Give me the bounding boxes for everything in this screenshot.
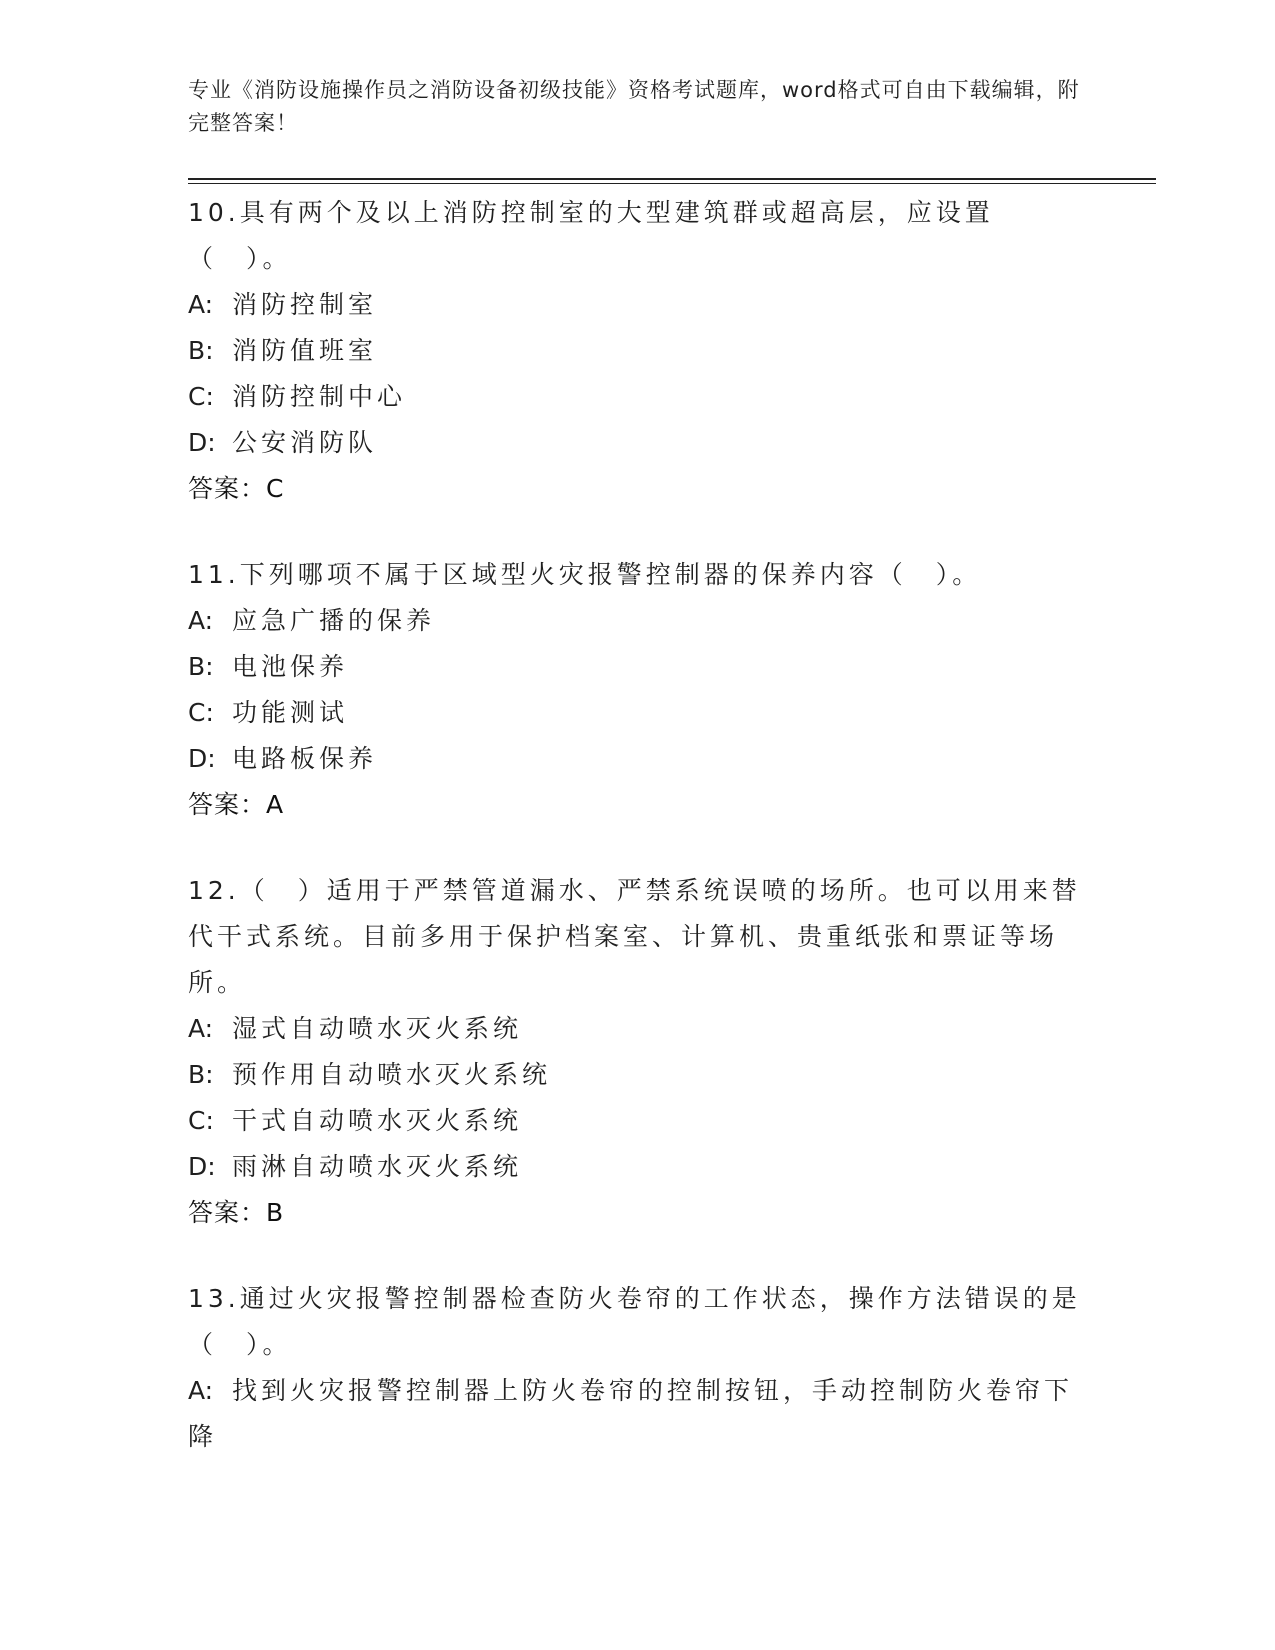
option-text: 雨淋自动喷水灭火系统: [232, 1152, 523, 1181]
option-letter: A:: [188, 1376, 214, 1405]
option-text: 公安消防队: [232, 428, 378, 457]
answer-value: C: [266, 474, 284, 503]
option-letter: D:: [188, 1152, 216, 1181]
option-text: 应急广播的保养: [232, 606, 436, 635]
option-text: 找到火灾报警控制器上防火卷帘的控制按钮，手动控制防火卷帘下降: [188, 1376, 1074, 1451]
option-c: [188, 1098, 1088, 1144]
option-d: [188, 420, 1088, 466]
answer-value: A: [266, 790, 284, 819]
option-letter: A:: [188, 290, 214, 319]
option-letter: C:: [188, 1106, 214, 1135]
option-text: 电池保养: [232, 652, 349, 681]
option-letter: C:: [188, 382, 214, 411]
question-11: [188, 552, 1088, 828]
answer-label: 答案：: [188, 1198, 267, 1227]
option-a: [188, 282, 1088, 328]
answer-label: 答案：: [188, 790, 267, 819]
option-d: [188, 736, 1088, 782]
option-letter: C:: [188, 698, 214, 727]
option-letter: D:: [188, 744, 216, 773]
question-list: [188, 190, 1088, 1500]
answer-value: B: [266, 1198, 284, 1227]
option-text: 消防控制中心: [232, 382, 407, 411]
question-10: [188, 190, 1088, 512]
option-letter: A:: [188, 606, 214, 635]
question-text: 11.下列哪项不属于区域型火灾报警控制器的保养内容（ ）。: [188, 560, 982, 589]
option-text: 湿式自动喷水灭火系统: [232, 1014, 523, 1043]
option-a: [188, 598, 1088, 644]
option-text: 功能测试: [232, 698, 349, 727]
option-d: [188, 1144, 1088, 1190]
option-c: [188, 374, 1088, 420]
answer-label: 答案：: [188, 474, 267, 503]
option-text: 电路板保养: [232, 744, 378, 773]
answer-line: [188, 782, 1088, 828]
option-letter: A:: [188, 1014, 214, 1043]
option-text: 干式自动喷水灭火系统: [232, 1106, 523, 1135]
option-letter: B:: [188, 1060, 214, 1089]
option-text: 消防控制室: [232, 290, 378, 319]
option-b: [188, 644, 1088, 690]
option-text: 预作用自动喷水灭火系统: [232, 1060, 552, 1089]
answer-line: [188, 1190, 1088, 1236]
option-letter: D:: [188, 428, 216, 457]
header-rule-thick: [188, 178, 1156, 180]
option-b: [188, 1052, 1088, 1098]
option-letter: B:: [188, 652, 214, 681]
question-text: 12.（ ）适用于严禁管道漏水、严禁系统误喷的场所。也可以用来替代干式系统。目前多用于保护档案室、计算机、贵重纸张和票证等场所。: [188, 876, 1081, 997]
option-letter: B:: [188, 336, 214, 365]
option-c: [188, 690, 1088, 736]
option-b: [188, 328, 1088, 374]
question-text: 10.具有两个及以上消防控制室的大型建筑群或超高层，应设置（ ）。: [188, 198, 994, 273]
option-a: [188, 1368, 1088, 1460]
header-rule-thin: [188, 183, 1156, 184]
document-header: 专业《消防设施操作员之消防设备初级技能》资格考试题库，word格式可自由下载编辑，附完整答案！: [188, 78, 1080, 135]
question-12: [188, 868, 1088, 1236]
option-a: [188, 1006, 1088, 1052]
answer-line: [188, 466, 1088, 512]
option-text: 消防值班室: [232, 336, 378, 365]
question-13: [188, 1276, 1088, 1460]
question-text: 13.通过火灾报警控制器检查防火卷帘的工作状态，操作方法错误的是（ ）。: [188, 1284, 1081, 1359]
